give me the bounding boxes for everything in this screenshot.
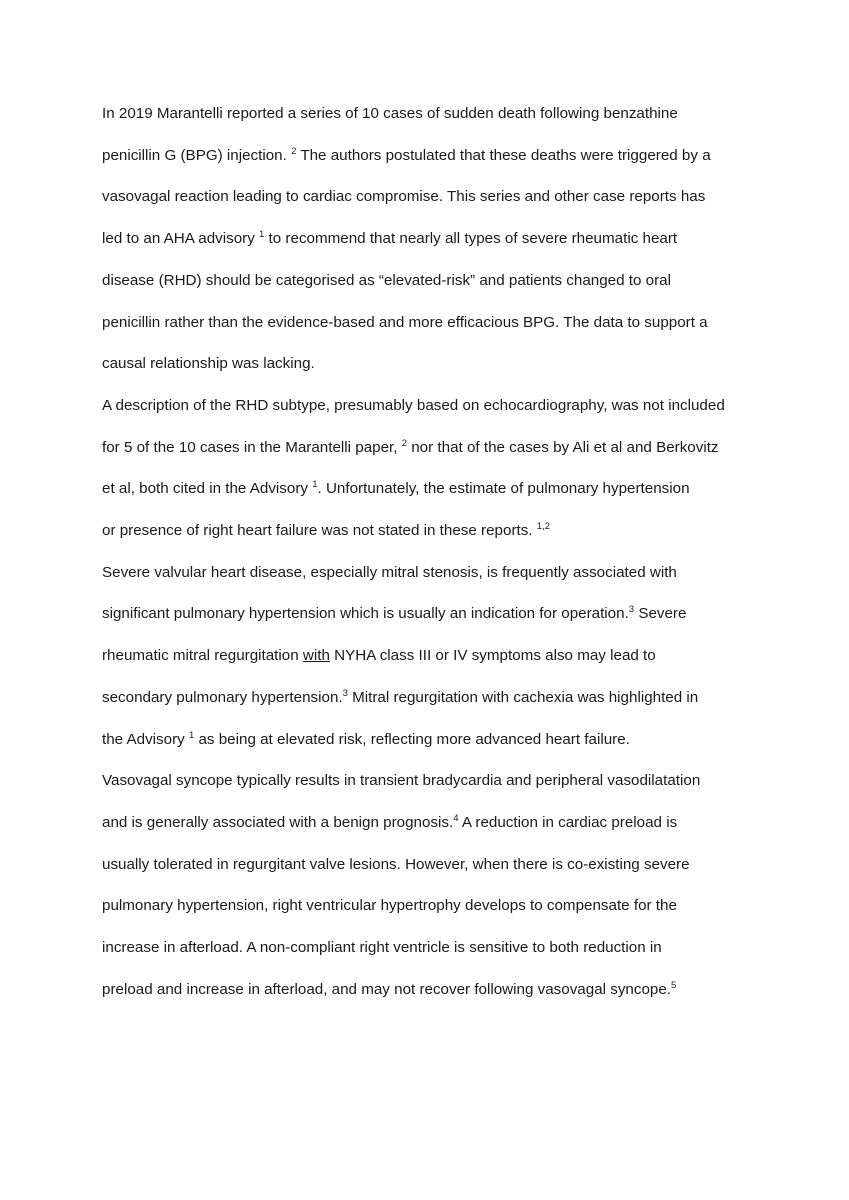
text-run: or presence of right heart failure was not stated in these reports. xyxy=(102,522,537,539)
text-line xyxy=(102,521,550,543)
text-run: nor that of the cases by Ali et al and Berkovitz xyxy=(407,438,719,456)
text-run: penicillin G (BPG) injection. xyxy=(102,146,292,164)
text-line xyxy=(102,229,677,251)
text-line xyxy=(102,479,690,501)
text-run: increase in afterload. A non-compliant right ventricle is sensitive to both reduction in xyxy=(102,939,662,956)
text-run: Severe valvular heart disease, especially mitral stenosis, is frequently associated with xyxy=(102,563,677,581)
text-run: vasovagal reaction leading to cardiac compromise. This series and other case reports has xyxy=(102,188,706,206)
text-line xyxy=(102,438,719,460)
citation-superscript: 1,2 xyxy=(536,521,550,532)
citation-superscript: 3 xyxy=(628,604,635,616)
citation-superscript: 5 xyxy=(671,979,677,991)
text-run: A reduction in cardiac preload is xyxy=(458,813,678,831)
citation-superscript: 2 xyxy=(291,145,297,157)
text-line xyxy=(102,771,700,791)
text-line xyxy=(102,646,656,666)
text-line xyxy=(102,187,705,207)
text-line xyxy=(102,354,315,374)
text-line xyxy=(102,688,698,710)
text-run: usually tolerated in regurgitant valve lesions. However, when there is co-existing severe xyxy=(102,855,690,873)
text-line xyxy=(102,146,711,168)
text-run: and is generally associated with a benign prognosis. xyxy=(102,813,454,831)
text-run: A description of the RHD subtype, presumably based on echocardiography, was not included xyxy=(102,396,725,414)
text-line xyxy=(102,396,725,416)
citation-superscript: 3 xyxy=(342,687,348,699)
text-run: rheumatic mitral regurgitation xyxy=(102,647,303,665)
underlined-text: with xyxy=(302,647,330,665)
text-run: penicillin rather than the evidence-based and more efficacious BPG. The data to support a xyxy=(102,313,708,331)
text-run: preload and increase in afterload, and may not recover following vasovagal syncope. xyxy=(102,980,672,998)
text-line xyxy=(102,980,676,1002)
text-run: et al, both cited in the Advisory xyxy=(102,480,313,498)
text-run: the Advisory xyxy=(102,730,189,748)
text-line xyxy=(102,313,708,333)
text-line xyxy=(102,604,686,626)
text-run: Mitral regurgitation with cachexia was highlighted in xyxy=(347,688,699,706)
citation-superscript: 2 xyxy=(401,437,408,449)
text-run: to recommend that nearly all types of severe rheumatic heart xyxy=(264,230,678,248)
text-run: for 5 of the 10 cases in the Marantelli paper, xyxy=(102,438,402,456)
text-run: Vasovagal syncope typically results in transient bradycardia and peripheral vasodilatation xyxy=(102,772,701,790)
text-run: significant pulmonary hypertension which is usually an indication for operation. xyxy=(102,605,629,623)
text-line xyxy=(102,563,677,583)
text-run: NYHA class III or IV symptoms also may lead to xyxy=(329,647,656,665)
text-line xyxy=(102,730,630,752)
text-line xyxy=(102,813,677,835)
text-run: In 2019 Marantelli reported a series of 10 cases of sudden death following benzathine xyxy=(102,105,678,122)
text-line xyxy=(102,104,678,124)
text-run: . Unfortunately, the estimate of pulmonary hypertension xyxy=(317,480,690,498)
text-run: secondary pulmonary hypertension. xyxy=(102,688,343,706)
text-run: pulmonary hypertension, right ventricular hypertrophy develops to compensate for the xyxy=(102,897,677,915)
text-line xyxy=(102,271,671,291)
citation-superscript: 1 xyxy=(312,479,318,491)
text-line xyxy=(102,855,690,875)
text-run: The authors postulated that these deaths were triggered by a xyxy=(296,146,711,164)
text-run: Severe xyxy=(634,605,687,623)
citation-superscript: 1 xyxy=(188,729,195,741)
citation-superscript: 4 xyxy=(453,812,459,824)
text-line xyxy=(102,896,677,916)
text-run: led to an AHA advisory xyxy=(102,230,260,248)
text-line xyxy=(102,938,662,958)
text-run: disease (RHD) should be categorised as “elevated-risk” and patients changed to oral xyxy=(102,271,671,289)
citation-superscript: 1 xyxy=(259,229,265,241)
text-run: causal relationship was lacking. xyxy=(102,355,315,373)
text-run: as being at elevated risk, reflecting more advanced heart failure. xyxy=(194,730,630,748)
